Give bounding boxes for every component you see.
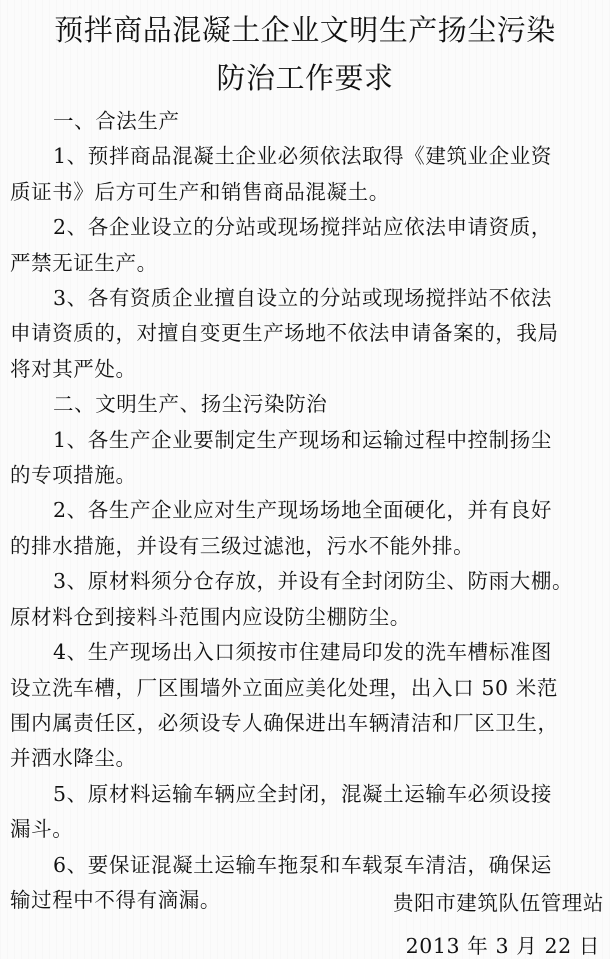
body-line: 设立洗车槽，厂区围墙外立面应美化处理，出入口 50 米范 xyxy=(10,675,558,700)
body-line: 申请资质的，对擅自变更生产场地不依法申请备案的，我局 xyxy=(10,321,559,346)
body-line: 一、合法生产 xyxy=(53,109,180,133)
body-line: 围内属责任区，必须设专人确保进出车辆清洁和厂区卫生， xyxy=(10,710,559,735)
document-body xyxy=(0,104,610,918)
body-line: 1、各生产企业要制定生产现场和运输过程中控制扬尘 xyxy=(53,427,552,452)
body-line: 3、原材料须分仓存放，并设有全封闭防尘、防雨大棚。 xyxy=(53,569,574,594)
body-line: 4、生产现场出入口须按市住建局印发的洗车槽标准图 xyxy=(53,640,552,665)
issuer-signature: 贵阳市建筑队伍管理站 xyxy=(393,891,604,915)
body-line: 并洒水降尘。 xyxy=(10,746,137,771)
body-line: 3、各有资质企业擅自设立的分站或现场搅拌站不依法 xyxy=(53,286,552,311)
body-line: 1、预拌商品混凝土企业必须依法取得《建筑业企业资 xyxy=(53,144,552,169)
body-line: 将对其严处。 xyxy=(10,356,137,381)
document-title-line-1: 预拌商品混凝土企业文明生产扬尘污染 xyxy=(54,13,556,47)
body-line: 6、要保证混凝土运输车拖泵和车载泵车清洁，确保运 xyxy=(53,852,552,877)
body-line: 漏斗。 xyxy=(10,817,74,842)
body-line: 2、各生产企业应对生产现场场地全面硬化，并有良好 xyxy=(53,498,552,523)
body-line: 原材料仓到接料斗范围内应设防尘棚防尘。 xyxy=(10,604,411,629)
body-line: 质证书》后方可生产和销售商品混凝土。 xyxy=(10,179,390,204)
body-line: 的排水措施，并设有三级过滤池，污水不能外排。 xyxy=(10,533,475,558)
body-line: 5、原材料运输车辆应全封闭，混凝土运输车必须设接 xyxy=(53,781,552,806)
body-line: 二、文明生产、扬尘污染防治 xyxy=(53,392,328,417)
body-line: 的专项措施。 xyxy=(10,463,137,488)
issue-date: 2013 年 3 月 22 日 xyxy=(405,934,600,958)
body-line: 2、各企业设立的分站或现场搅拌站应依法申请资质， xyxy=(53,215,552,240)
body-line: 输过程中不得有滴漏。 xyxy=(10,887,221,912)
document-title-line-2: 防治工作要求 xyxy=(216,61,394,95)
body-line: 严禁无证生产。 xyxy=(10,250,158,275)
